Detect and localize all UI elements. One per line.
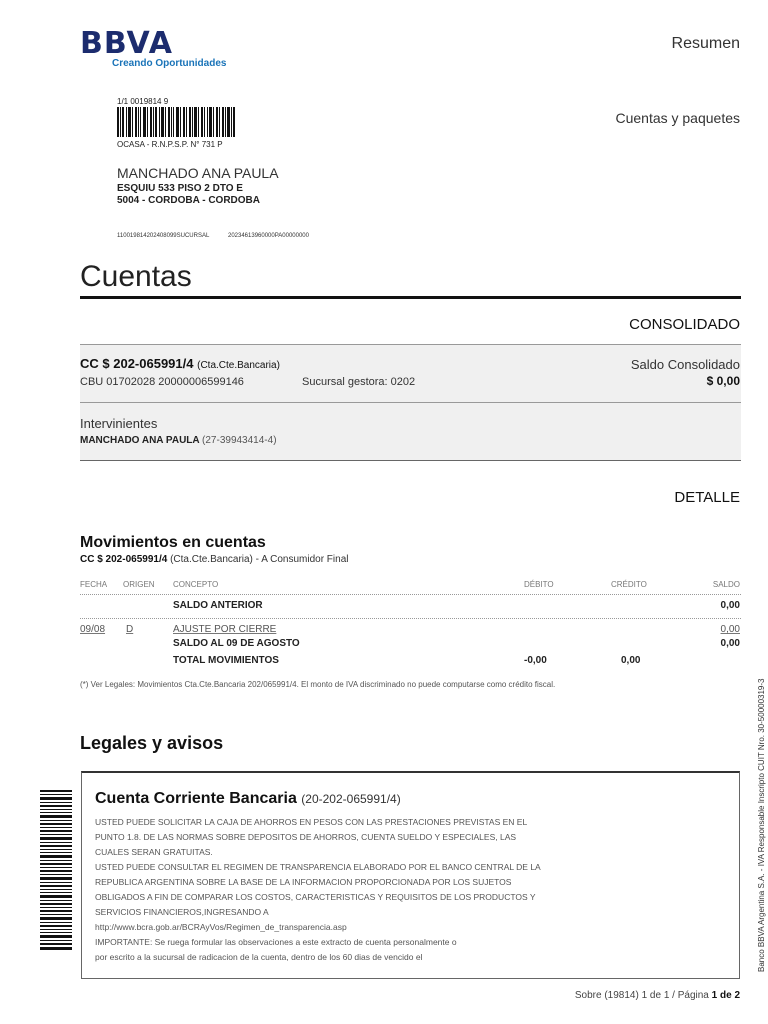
legales-text bbox=[95, 815, 695, 965]
page-footer bbox=[575, 990, 740, 1001]
recipient-name: MANCHADO ANA PAULA bbox=[117, 165, 279, 181]
legal-line: CUALES SERAN GRATUITAS. bbox=[95, 847, 213, 857]
col-concepto: CONCEPTO bbox=[173, 580, 219, 589]
mov-origen: D bbox=[126, 624, 134, 635]
page-de: de bbox=[719, 990, 732, 1001]
consolidado-label: CONSOLIDADO bbox=[629, 316, 740, 333]
saldo-anterior-concepto: SALDO ANTERIOR bbox=[173, 600, 263, 611]
interviniente-id: (27-39943414-4) bbox=[202, 435, 277, 446]
mailing-code-1: 110019814202408099SUCURSAL bbox=[117, 233, 210, 239]
table-rule bbox=[80, 594, 741, 595]
legal-line: SERVICIOS FINANCIEROS,INGRESANDO A bbox=[95, 907, 269, 917]
saldo-al-concepto: SALDO AL 09 DE AGOSTO bbox=[173, 638, 300, 649]
legal-line: IMPORTANTE: Se ruega formular las observaciones a este extracto de cuenta personalmente o bbox=[95, 937, 457, 947]
total-debito: -0,00 bbox=[524, 655, 547, 666]
legal-line: por escrito a la sucursal de radicacion de la cuenta, dentro de los 60 dias de vencido el bbox=[95, 952, 423, 962]
heading-rule bbox=[80, 296, 741, 299]
bbva-logo: BBVA bbox=[80, 26, 173, 61]
footer-text: Sobre (19814) 1 de 1 / Página bbox=[574, 990, 709, 1001]
courier-label: OCASA - R.N.P.S.P. N° 731 P bbox=[117, 140, 223, 149]
side-barcode bbox=[40, 790, 72, 950]
account-number-text: CC $ 202-065991/4 bbox=[80, 356, 194, 371]
mov-fecha: 09/08 bbox=[80, 624, 106, 635]
document-type: Resumen bbox=[671, 35, 740, 52]
address-line-2: 5004 - CORDOBA - CORDOBA bbox=[117, 195, 260, 206]
detalle-label: DETALLE bbox=[674, 489, 740, 506]
saldo-consolidado-label: Saldo Consolidado bbox=[630, 357, 740, 372]
account-number bbox=[80, 356, 280, 371]
divider bbox=[80, 460, 741, 461]
legales-box-title-text: Cuenta Corriente Bancaria bbox=[95, 790, 297, 807]
col-credito: CRÉDITO bbox=[611, 580, 647, 589]
barcode-number: 1/1 0019814 9 bbox=[117, 97, 169, 106]
logo-tagline: Creando Oportunidades bbox=[112, 58, 227, 69]
saldo-anterior-value: 0,00 bbox=[720, 600, 740, 611]
col-fecha: FECHA bbox=[80, 580, 108, 589]
saldo-consolidado-value: $ 0,00 bbox=[706, 374, 740, 388]
legal-line: OBLIGADOS A FIN DE COMPARAR LOS COSTOS, CARACTERISTICAS Y REQUISITOS DE LOS PRODUCTOS Y bbox=[95, 892, 536, 902]
col-saldo: SALDO bbox=[712, 580, 740, 589]
total-concepto: TOTAL MOVIMIENTOS bbox=[173, 655, 279, 666]
legal-line: REPUBLICA ARGENTINA SOBRE LA BASE DE LA INFORMACION PROPORCIONADA POR LOS SUJETOS bbox=[95, 877, 512, 887]
intervinientes-label: Intervinientes bbox=[80, 416, 158, 431]
page-current: 1 bbox=[711, 990, 718, 1001]
interviniente bbox=[80, 435, 277, 446]
mov-saldo: 0,00 bbox=[720, 624, 740, 635]
divider bbox=[80, 344, 741, 345]
total-credito: 0,00 bbox=[621, 655, 641, 666]
bank-legal-side-text: Banco BBVA Argentina S.A. - IVA Responsable Inscripto CUIT Nro. 30-50000319-3 bbox=[757, 678, 766, 972]
mov-account-rest: (Cta.Cte.Bancaria) - A Consumidor Final bbox=[170, 554, 349, 565]
legales-box-title-sub: (20-202-065991/4) bbox=[301, 792, 401, 806]
cbu: CBU 01702028 20000006599146 bbox=[80, 376, 244, 388]
legal-line: USTED PUEDE CONSULTAR EL REGIMEN DE TRANSPARENCIA ELABORADO POR EL BANCO CENTRAL DE LA bbox=[95, 862, 541, 872]
table-rule bbox=[80, 618, 741, 619]
saldo-al-value: 0,00 bbox=[720, 638, 740, 649]
interviniente-name: MANCHADO ANA PAULA bbox=[80, 435, 200, 446]
mailing-code-2: 20234613960000PA00000000 bbox=[228, 233, 309, 239]
cuentas-heading: Cuentas bbox=[80, 260, 192, 293]
legal-line: USTED PUEDE SOLICITAR LA CAJA DE AHORROS EN PESOS CON LAS PRESTACIONES PREVISTAS EN EL bbox=[95, 817, 528, 827]
section-label: Cuentas y paquetes bbox=[615, 110, 740, 126]
col-debito: DÉBITO bbox=[524, 580, 554, 589]
page-total: 2 bbox=[734, 990, 740, 1001]
movimientos-note: (*) Ver Legales: Movimientos Cta.Cte.Bancaria 202/065991/4. El monto de IVA discriminado no puede computarse como crédito fiscal. bbox=[80, 680, 556, 689]
legales-heading: Legales y avisos bbox=[80, 733, 224, 753]
sucursal: Sucursal gestora: 0202 bbox=[302, 376, 416, 388]
postal-barcode bbox=[117, 107, 235, 137]
col-origen: ORIGEN bbox=[123, 580, 155, 589]
mov-concepto: AJUSTE POR CIERRE bbox=[173, 624, 277, 635]
divider bbox=[80, 402, 741, 403]
legal-line: PUNTO 1.8. DE LAS NORMAS SOBRE DEPOSITOS DE AHORROS, CUENTA SUELDO Y ESPECIALES, LAS bbox=[95, 832, 517, 842]
movimientos-account bbox=[80, 554, 348, 565]
movimientos-title: Movimientos en cuentas bbox=[80, 534, 266, 551]
mov-account-number: CC $ 202-065991/4 bbox=[80, 554, 168, 565]
address-line-1: ESQUIU 533 PISO 2 DTO E bbox=[117, 183, 243, 194]
legal-link[interactable]: http://www.bcra.gob.ar/BCRAyVos/Regimen_de_transparencia.asp bbox=[95, 922, 347, 932]
account-type: (Cta.Cte.Bancaria) bbox=[197, 360, 280, 371]
legales-box-title bbox=[95, 790, 401, 808]
